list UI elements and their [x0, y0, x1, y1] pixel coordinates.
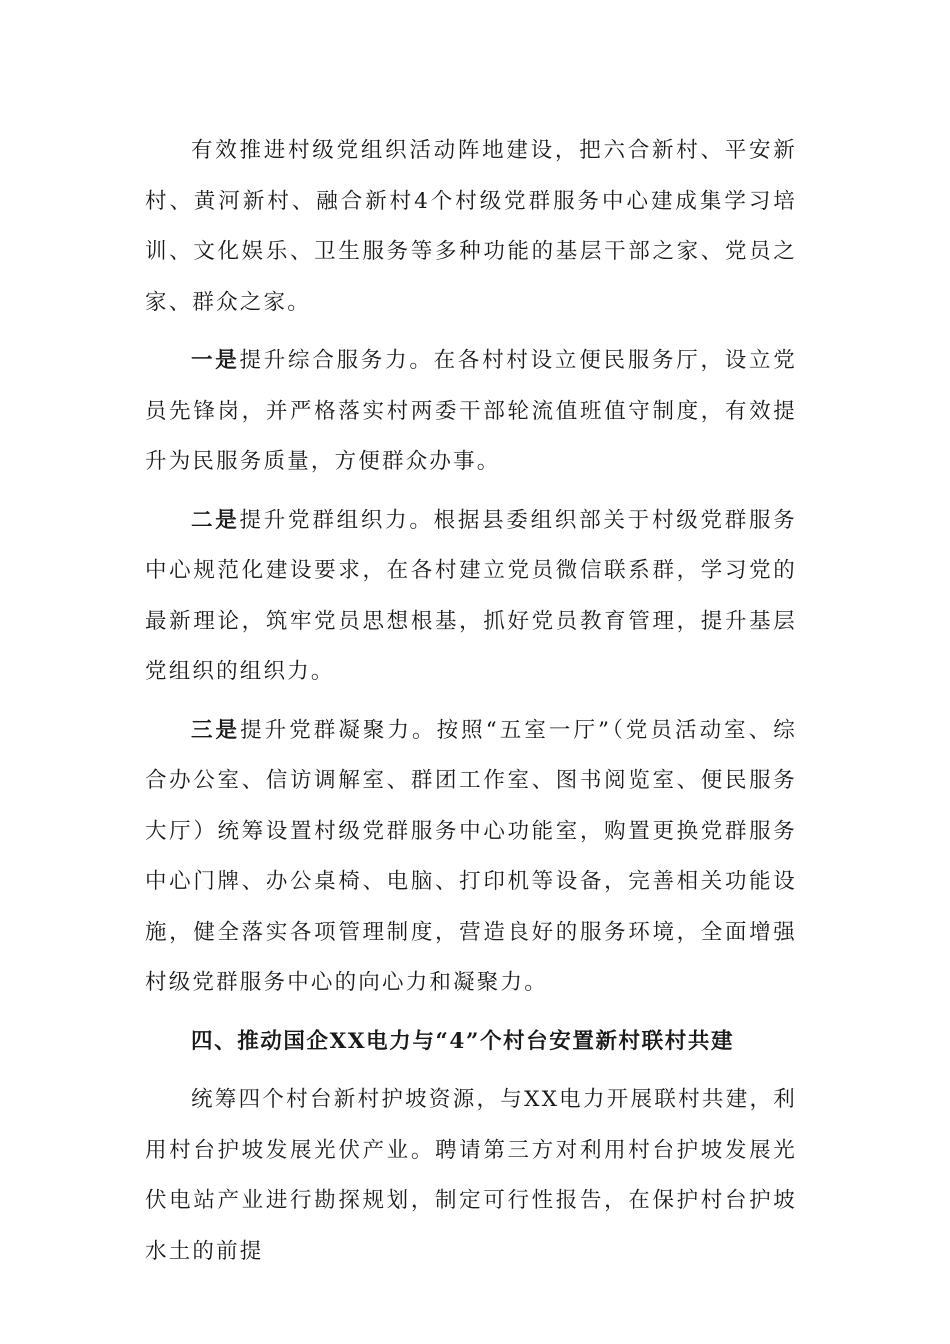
- paragraph-lead-3: 三是: [191, 717, 241, 743]
- paragraph-comprehensive-service: [145, 336, 797, 488]
- paragraph-text-3: 提升党群凝聚力。按照“五室一厅”（党员活动室、综合办公室、信访调解室、群团工作室、图书阅览室、便民服务大厅）统筹设置村级党群服务中心功能室，购置更换党群服务中心门牌、办公桌椅、电脑、打印机等设备，完善相关功能设施，健全落实各项管理制度，营造良好的服务环境，全面增强村级党群服务中心的向心力和凝聚力。: [145, 717, 797, 995]
- section-heading-4: 四、推动国企XX电力与“4”个村台安置新村联村共建: [191, 1028, 735, 1054]
- document-body: [145, 126, 797, 1277]
- paragraph-organization: [145, 496, 797, 698]
- intro-paragraph: 有效推进村级党组织活动阵地建设，把六合新村、平安新村、黄河新村、融合新村4个村级党群服务中心建成集学习培训、文化娱乐、卫生服务等多种功能的基层干部之家、党员之家、群众之家。: [145, 138, 797, 315]
- section-4-paragraph: 统筹四个村台新村护坡资源，与XX电力开展联村共建，利用村台护坡发展光伏产业。聘请第三方对利用村台护坡发展光伏电站产业进行勘探规划，制定可行性报告，在保护村台护坡水土的前提: [145, 1087, 797, 1264]
- paragraph-text-2: 提升党群组织力。根据县委组织部关于村级党群服务中心规范化建设要求，在各村建立党员微信联系群，学习党的最新理论，筑牢党员思想根基，抓好党员教育管理，提升基层党组织的组织力。: [145, 507, 797, 684]
- paragraph-cohesion: [145, 706, 797, 1009]
- paragraph-text-1: 提升综合服务力。在各村村设立便民服务厅，设立党员先锋岗，并严格落实村两委干部轮流值班值守制度，有效提升为民服务质量，方便群众办事。: [145, 348, 797, 474]
- paragraph-lead-1: 一是: [191, 348, 240, 373]
- paragraph-lead-2: 二是: [191, 507, 240, 533]
